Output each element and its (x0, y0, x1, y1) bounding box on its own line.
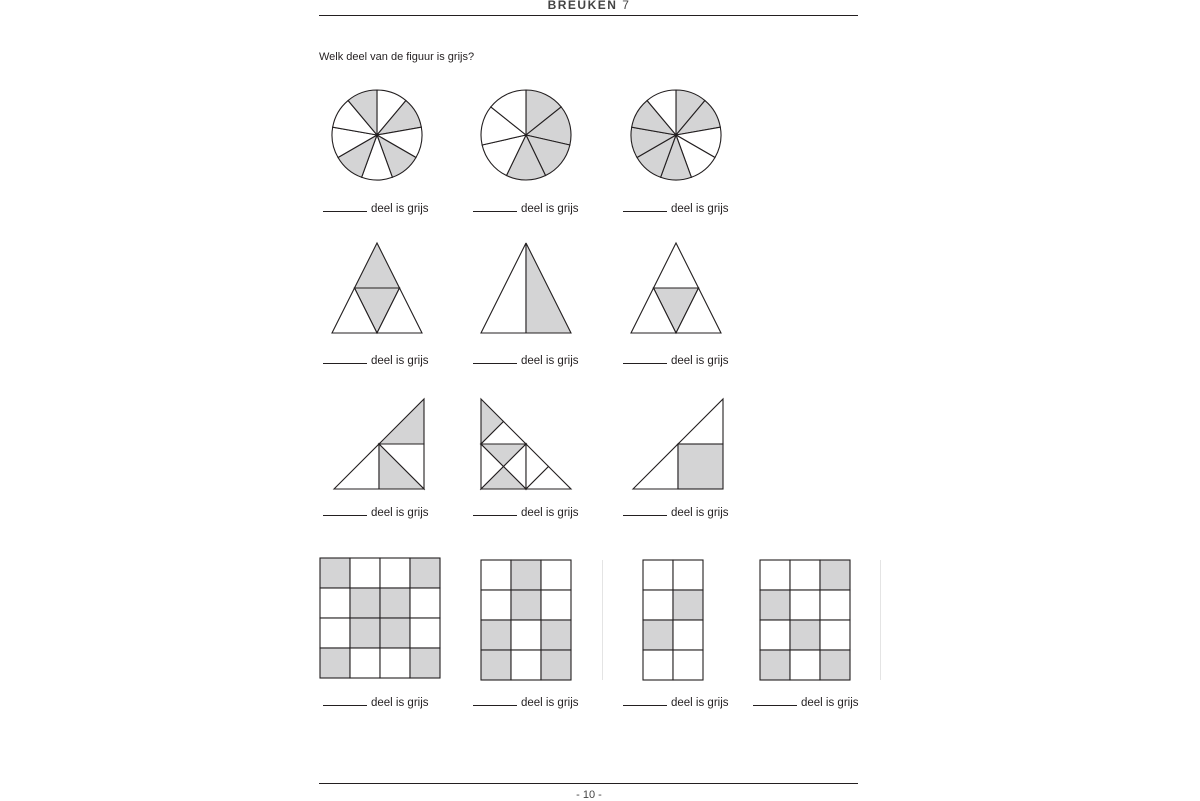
answer-label: deel is grijs (371, 697, 429, 709)
grid-cell (350, 648, 380, 678)
triangle-figure-3 (630, 242, 722, 335)
answer-line[interactable] (473, 507, 579, 519)
answer-line[interactable] (323, 507, 429, 519)
part-top (678, 399, 723, 444)
grid-cell (643, 560, 673, 590)
part-square (678, 444, 723, 489)
grid-cell (380, 618, 410, 648)
answer-label: deel is grijs (671, 355, 729, 367)
grid-cell (320, 618, 350, 648)
grid-cell (643, 590, 673, 620)
grid-cell (320, 588, 350, 618)
grid-cell (820, 620, 850, 650)
grid-figure-2 (480, 559, 573, 681)
answer-label: deel is grijs (671, 697, 729, 709)
grid-cell (790, 620, 820, 650)
answer-label: deel is grijs (801, 697, 859, 709)
pie-figure-1 (331, 89, 423, 181)
header-title: BREUKEN (547, 0, 618, 12)
answer-label: deel is grijs (371, 355, 429, 367)
grid-cell (481, 560, 511, 590)
triangle-figure-1 (331, 242, 423, 335)
answer-label: deel is grijs (671, 203, 729, 215)
grid-figure-3 (642, 559, 705, 681)
grid-cell (673, 560, 703, 590)
grid-cell (541, 560, 571, 590)
grid-cell (410, 588, 440, 618)
grid-cell (790, 590, 820, 620)
right-triangle-figure-1 (333, 398, 425, 490)
answer-line[interactable] (623, 507, 729, 519)
triangle-figure-2 (480, 242, 572, 335)
answer-line[interactable] (623, 697, 729, 709)
triangle-top-part (654, 243, 699, 288)
grid-cell (820, 590, 850, 620)
grid-cell (380, 648, 410, 678)
grid-cell (760, 590, 790, 620)
page-header (320, 0, 858, 12)
grid-cell (541, 650, 571, 680)
grid-cell (673, 590, 703, 620)
answer-line[interactable] (323, 355, 429, 367)
answer-label: deel is grijs (521, 203, 579, 215)
answer-blank[interactable] (323, 211, 367, 212)
grid-cell (760, 650, 790, 680)
answer-blank[interactable] (473, 363, 517, 364)
right-triangle-figure-3 (632, 398, 724, 490)
grid-figure-1 (319, 557, 441, 679)
grid-cell (643, 650, 673, 680)
divider (880, 560, 881, 680)
divider (602, 560, 603, 680)
grid-cell (350, 588, 380, 618)
answer-blank[interactable] (753, 705, 797, 706)
part-left (334, 444, 379, 489)
answer-blank[interactable] (473, 211, 517, 212)
grid-cell (673, 620, 703, 650)
answer-line[interactable] (473, 203, 579, 215)
grid-cell (320, 558, 350, 588)
pie-figure-2 (480, 89, 572, 181)
answer-blank[interactable] (623, 363, 667, 364)
answer-line[interactable] (753, 697, 859, 709)
answer-line[interactable] (623, 355, 729, 367)
answer-label: deel is grijs (521, 507, 579, 519)
grid-cell (511, 620, 541, 650)
answer-line[interactable] (323, 203, 429, 215)
answer-label: deel is grijs (371, 507, 429, 519)
grid-cell (410, 648, 440, 678)
page-number: - 10 - (576, 789, 602, 801)
grid-cell (673, 650, 703, 680)
right-triangle-figure-2 (480, 398, 572, 490)
grid-cell (350, 618, 380, 648)
grid-cell (511, 650, 541, 680)
triangle-left-half (481, 243, 526, 333)
answer-label: deel is grijs (521, 355, 579, 367)
grid-cell (541, 590, 571, 620)
answer-line[interactable] (623, 203, 729, 215)
answer-blank[interactable] (623, 211, 667, 212)
triangle-right-half (526, 243, 571, 333)
answer-blank[interactable] (323, 363, 367, 364)
grid-cell (790, 650, 820, 680)
grid-cell (820, 650, 850, 680)
grid-cell (320, 648, 350, 678)
answer-blank[interactable] (473, 705, 517, 706)
pie-figure-3 (630, 89, 722, 181)
grid-cell (511, 590, 541, 620)
grid-figure-4 (759, 559, 852, 681)
grid-cell (760, 560, 790, 590)
answer-blank[interactable] (473, 515, 517, 516)
grid-cell (380, 558, 410, 588)
grid-cell (790, 560, 820, 590)
footer-rule (319, 783, 858, 784)
header-number: 7 (622, 0, 631, 12)
grid-cell (380, 588, 410, 618)
answer-blank[interactable] (623, 705, 667, 706)
answer-blank[interactable] (323, 515, 367, 516)
answer-label: deel is grijs (671, 507, 729, 519)
grid-cell (481, 650, 511, 680)
answer-line[interactable] (473, 697, 579, 709)
grid-cell (350, 558, 380, 588)
answer-label: deel is grijs (371, 203, 429, 215)
grid-cell (820, 560, 850, 590)
grid-cell (410, 618, 440, 648)
answer-blank[interactable] (623, 515, 667, 516)
question-text: Welk deel van de figuur is grijs? (319, 51, 475, 63)
answer-line[interactable] (323, 697, 429, 709)
header-rule (319, 15, 858, 16)
answer-blank[interactable] (323, 705, 367, 706)
part-top (379, 399, 424, 444)
answer-label: deel is grijs (521, 697, 579, 709)
grid-cell (481, 590, 511, 620)
grid-cell (643, 620, 673, 650)
answer-line[interactable] (473, 355, 579, 367)
grid-cell (511, 560, 541, 590)
grid-cell (541, 620, 571, 650)
grid-cell (760, 620, 790, 650)
triangle-top-part (355, 243, 400, 288)
grid-cell (481, 620, 511, 650)
part-left (633, 444, 678, 489)
grid-cell (410, 558, 440, 588)
